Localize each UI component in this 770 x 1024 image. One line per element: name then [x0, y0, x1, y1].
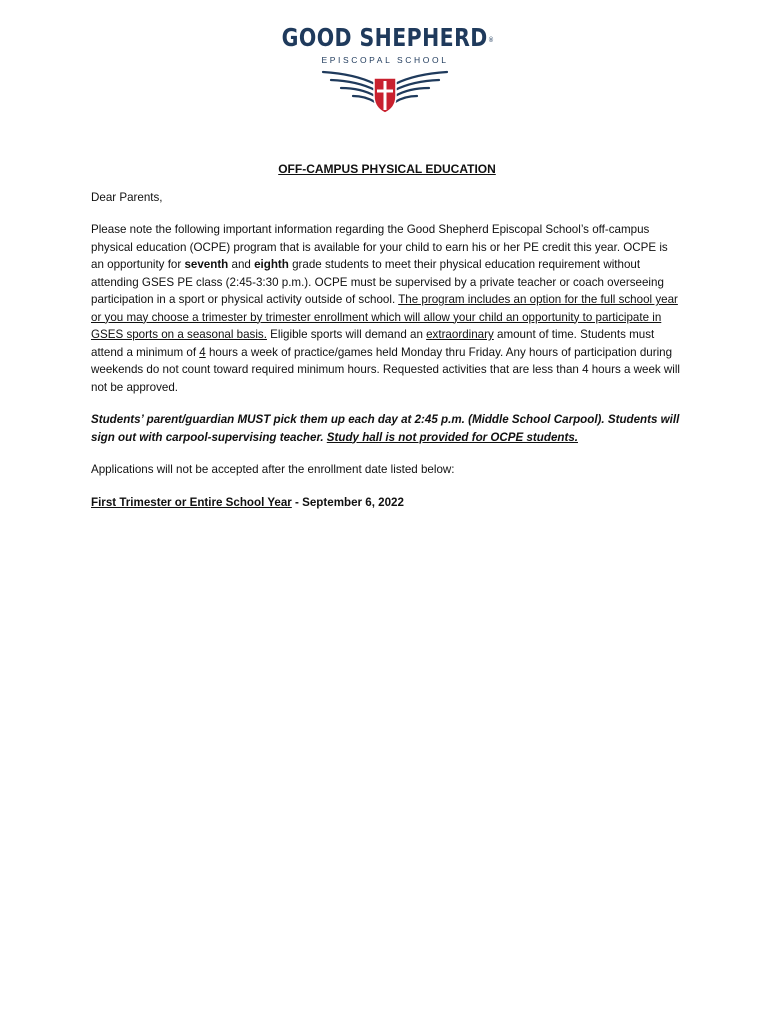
salutation: Dear Parents, — [91, 190, 163, 204]
grade-eighth: eighth — [254, 258, 289, 271]
deadline-label: First Trimester or Entire School Year — [91, 495, 292, 509]
registered-mark: ® — [488, 36, 495, 44]
letter-body — [91, 161, 683, 526]
trimester-option-text: The program includes an option for the full school year or you may choose a trimester by trimester enrollment which will allow your child an opportunity to participate in GSES sports on a seasonal basis. — [91, 293, 678, 341]
wings-shield-icon — [315, 66, 455, 116]
extraordinary-text: extraordinary — [426, 328, 494, 341]
enrollment-deadline — [91, 494, 683, 512]
pickup-notice: Students’ parent/guardian MUST pick them up each day at 2:45 p.m. (Middle School Carpool). Students will sign out with carpool-supervising teacher. Study hall is not provided for OCPE students. — [91, 413, 680, 444]
study-hall-notice: Study hall is not provided for OCPE students. — [326, 430, 578, 444]
school-logo — [0, 18, 770, 116]
grade-seventh: seventh — [184, 258, 229, 271]
page-title: OFF-CAMPUS PHYSICAL EDUCATION — [278, 162, 496, 176]
min-hours-number: 4 — [199, 345, 206, 359]
logo-wordmark: GOOD SHEPHERD ® — [282, 18, 488, 58]
logo-subtitle: EPISCOPAL SCHOOL — [321, 55, 449, 65]
program-info-paragraph: Please note the following important information regarding the Good Shepherd Episcopal School’s off-campus physical education (OCPE) program that is available for your child to earn his or her PE credit this year. OCPE is an opportunity for seventh and eighth grade students to meet their physical education requirement without attending GSES PE class (2:45-3:30 p.m.). OCPE must be supervised by a private teacher or coach overseeing participation in a sport or physical activity outside of school. The program includes an option for the full school year or you may choose a trimester by trimester enrollment which will allow your child an opportunity to participate in GSES sports on a seasonal basis. Eligible sports will demand an extraordinary amount of time. Students must attend a minimum of 4 hours a week of practice/games held Monday thru Friday. Any hours of participation during weekends do not count toward required minimum hours. Requested activities that are less than 4 hours a week will not be approved. — [91, 223, 681, 394]
applications-notice: Applications will not be accepted after the enrollment date listed below: — [91, 463, 455, 476]
deadline-date: - September 6, 2022 — [291, 495, 404, 509]
